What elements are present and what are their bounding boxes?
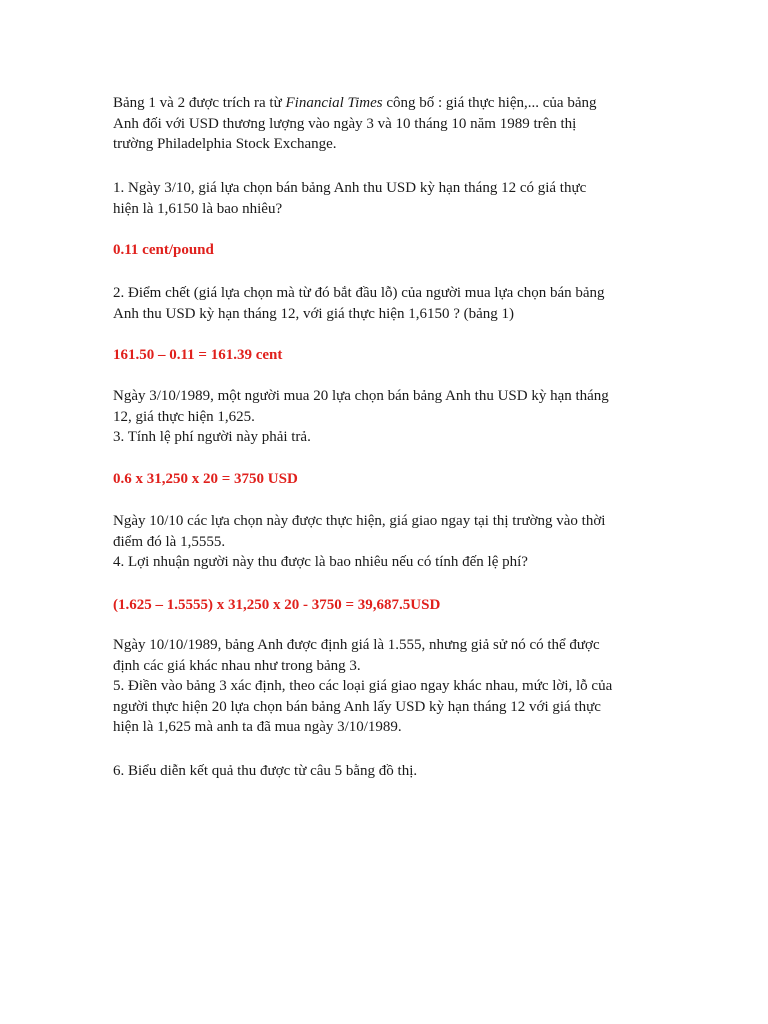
answer-4: (1.625 – 1.5555) x 31,250 x 20 - 3750 = 39,687.5USD: [113, 597, 441, 613]
question-5-line-2: định các giá khác nhau như trong bảng 3.: [113, 657, 361, 674]
answer-1: 0.11 cent/pound: [113, 242, 214, 258]
intro-line-3: trường Philadelphia Stock Exchange.: [113, 136, 337, 152]
answer-3: 0.6 x 31,250 x 20 = 3750 USD: [113, 471, 298, 487]
intro-paragraph: [113, 93, 673, 155]
question-3-line-3: 3. Tính lệ phí người này phải trả.: [113, 429, 311, 445]
question-4-line-3: 4. Lợi nhuận người này thu được là bao nhiêu nếu có tính đến lệ phí?: [113, 554, 528, 570]
question-4-line-2: điểm đó là 1,5555.: [113, 533, 226, 550]
question-6: [113, 761, 673, 782]
question-4-line-1: Ngày 10/10 các lựa chọn này được thực hiện, giá giao ngay tại thị trường vào thời: [113, 513, 606, 529]
question-3: [113, 386, 673, 448]
question-2: [113, 283, 673, 324]
question-5: [113, 635, 673, 738]
question-5-line-3: 5. Điền vào bảng 3 xác định, theo các loại giá giao ngay khác nhau, mức lời, lỗ của: [113, 678, 613, 694]
intro-line-1: [113, 93, 673, 114]
intro-text-end: công bố : giá thực hiện,... của bảng: [382, 95, 597, 111]
question-6-line-1: 6. Biểu diễn kết quả thu được từ câu 5 bằng đồ thị.: [113, 763, 418, 779]
question-1-line-2: hiện là 1,6150 là bao nhiêu?: [113, 200, 283, 217]
intro-text-start: Bảng 1 và 2 được trích ra từ: [113, 95, 286, 111]
question-4: [113, 511, 673, 573]
intro-line-2: Anh đối với USD thương lượng vào ngày 3 và 10 tháng 10 năm 1989 trên thị: [113, 115, 577, 132]
question-3-line-2: 12, giá thực hiện 1,625.: [113, 408, 255, 425]
answer-2: 161.50 – 0.11 = 161.39 cent: [113, 347, 283, 363]
question-3-line-1: Ngày 3/10/1989, một người mua 20 lựa chọn bán bảng Anh thu USD kỳ hạn tháng: [113, 388, 609, 404]
question-5-line-5: hiện là 1,625 mà anh ta đã mua ngày 3/10/1989.: [113, 719, 402, 735]
question-1-line-1: 1. Ngày 3/10, giá lựa chọn bán bảng Anh thu USD kỳ hạn tháng 12 có giá thực: [113, 180, 587, 196]
question-2-line-1: 2. Điểm chết (giá lựa chọn mà từ đó bắt đầu lỗ) của người mua lựa chọn bán bảng: [113, 285, 605, 301]
question-5-line-1: Ngày 10/10/1989, bảng Anh được định giá là 1.555, nhưng giả sử nó có thể được: [113, 637, 600, 653]
question-5-line-4: người thực hiện 20 lựa chọn bán bảng Anh lấy USD kỳ hạn tháng 12 với giá thực: [113, 698, 601, 715]
question-1: [113, 178, 673, 219]
source-name: Financial Times: [285, 95, 383, 111]
question-2-line-2: Anh thu USD kỳ hạn tháng 12, với giá thực hiện 1,6150 ? (bảng 1): [113, 305, 515, 322]
